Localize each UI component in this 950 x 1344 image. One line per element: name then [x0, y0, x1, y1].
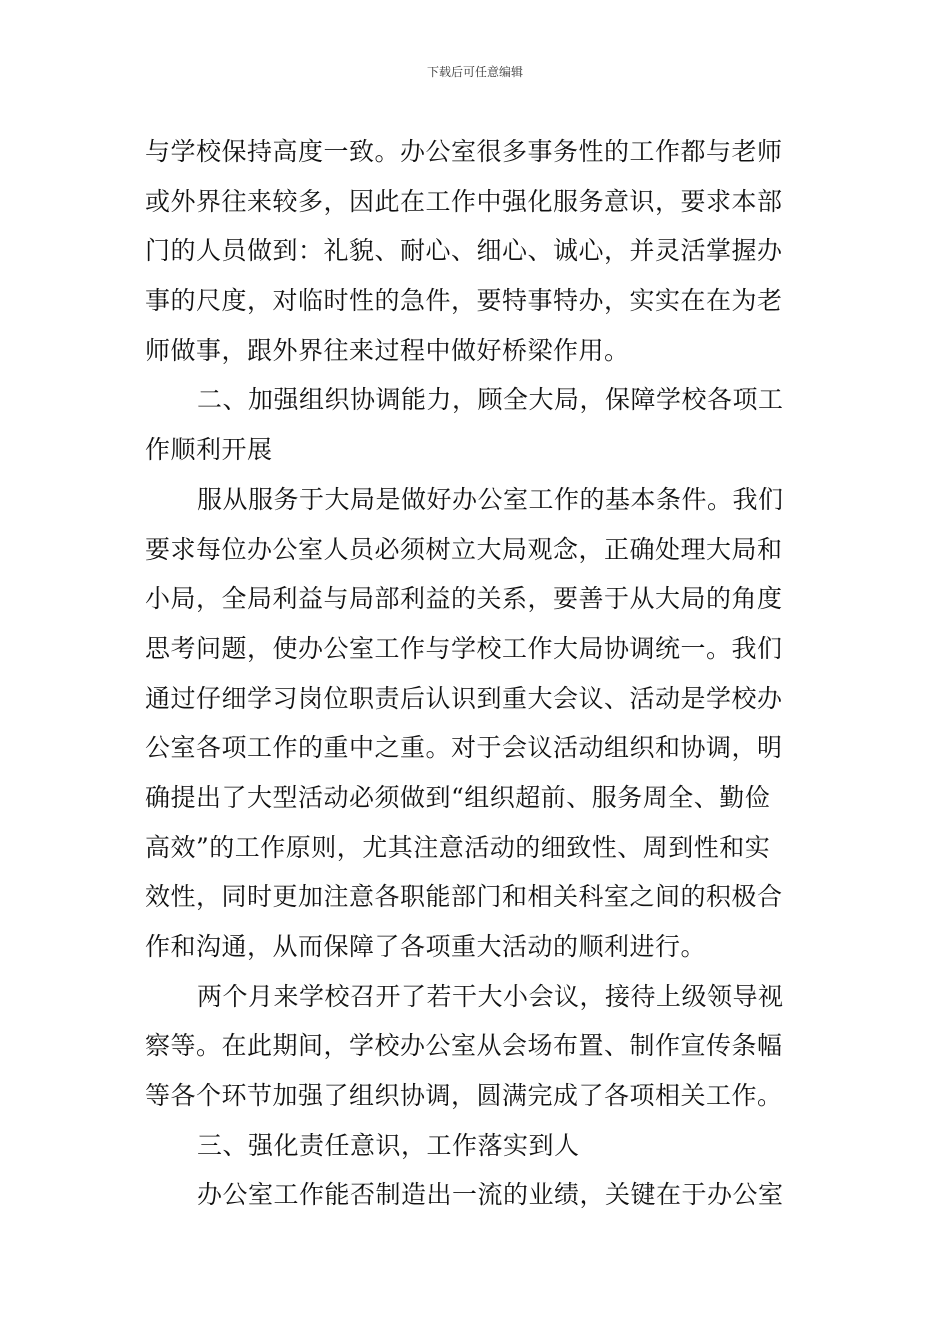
section-heading: 二、加强组织协调能力，顾全大局，保障学校各项工 [197, 385, 784, 415]
text-line: 与学校保持高度一致。办公室很多事务性的工作都与老师 [145, 137, 783, 166]
text-line: 作和沟通，从而保障了各项重大活动的顺利进行。 [145, 932, 707, 961]
text-line: 效性，同时更加注意各职能部门和相关科室之间的积极合 [145, 882, 783, 912]
text-line: 公室各项工作的重中之重。对于会议活动组织和协调，明 [145, 733, 783, 763]
text-line: 小局，全局利益与局部利益的关系，要善于从大局的角度 [145, 584, 783, 614]
section-heading-continued: 作顺利开展 [145, 435, 273, 465]
text-line: 高效”的工作原则，尤其注意活动的细致性、周到性和实 [145, 832, 771, 862]
page-header: 下载后可任意编辑 [426, 65, 523, 79]
text-line: 思考问题，使办公室工作与学校工作大局协调统一。我们 [145, 633, 783, 663]
text-line: 要求每位办公室人员必须树立大局观念，正确处理大局和 [145, 534, 783, 564]
section-heading: 三、强化责任意识，工作落实到人 [197, 1130, 580, 1160]
text-line: 察等。在此期间，学校办公室从会场布置、制作宣传条幅 [145, 1031, 783, 1061]
document-body [145, 127, 810, 1220]
paragraph-start: 办公室工作能否制造出一流的业绩，关键在于办公室 [197, 1180, 784, 1210]
paragraph-start: 两个月来学校召开了若干大小会议，接待上级领导视 [197, 981, 784, 1011]
text-line: 或外界往来较多，因此在工作中强化服务意识，要求本部 [145, 186, 783, 216]
paragraph-start: 服从服务于大局是做好办公室工作的基本条件。我们 [197, 484, 784, 514]
text-line: 通过仔细学习岗位职责后认识到重大会议、活动是学校办 [145, 683, 783, 713]
text-line: 等各个环节加强了组织协调，圆满完成了各项相关工作。 [145, 1081, 783, 1111]
text-line: 事的尺度，对临时性的急件，要特事特办，实实在在为老 [145, 286, 783, 316]
text-line: 门的人员做到：礼貌、耐心、细心、诚心，并灵活掌握办 [145, 236, 783, 266]
text-line: 师做事，跟外界往来过程中做好桥梁作用。 [145, 335, 630, 365]
text-line: 确提出了大型活动必须做到“组织超前、服务周全、勤俭 [145, 782, 771, 812]
